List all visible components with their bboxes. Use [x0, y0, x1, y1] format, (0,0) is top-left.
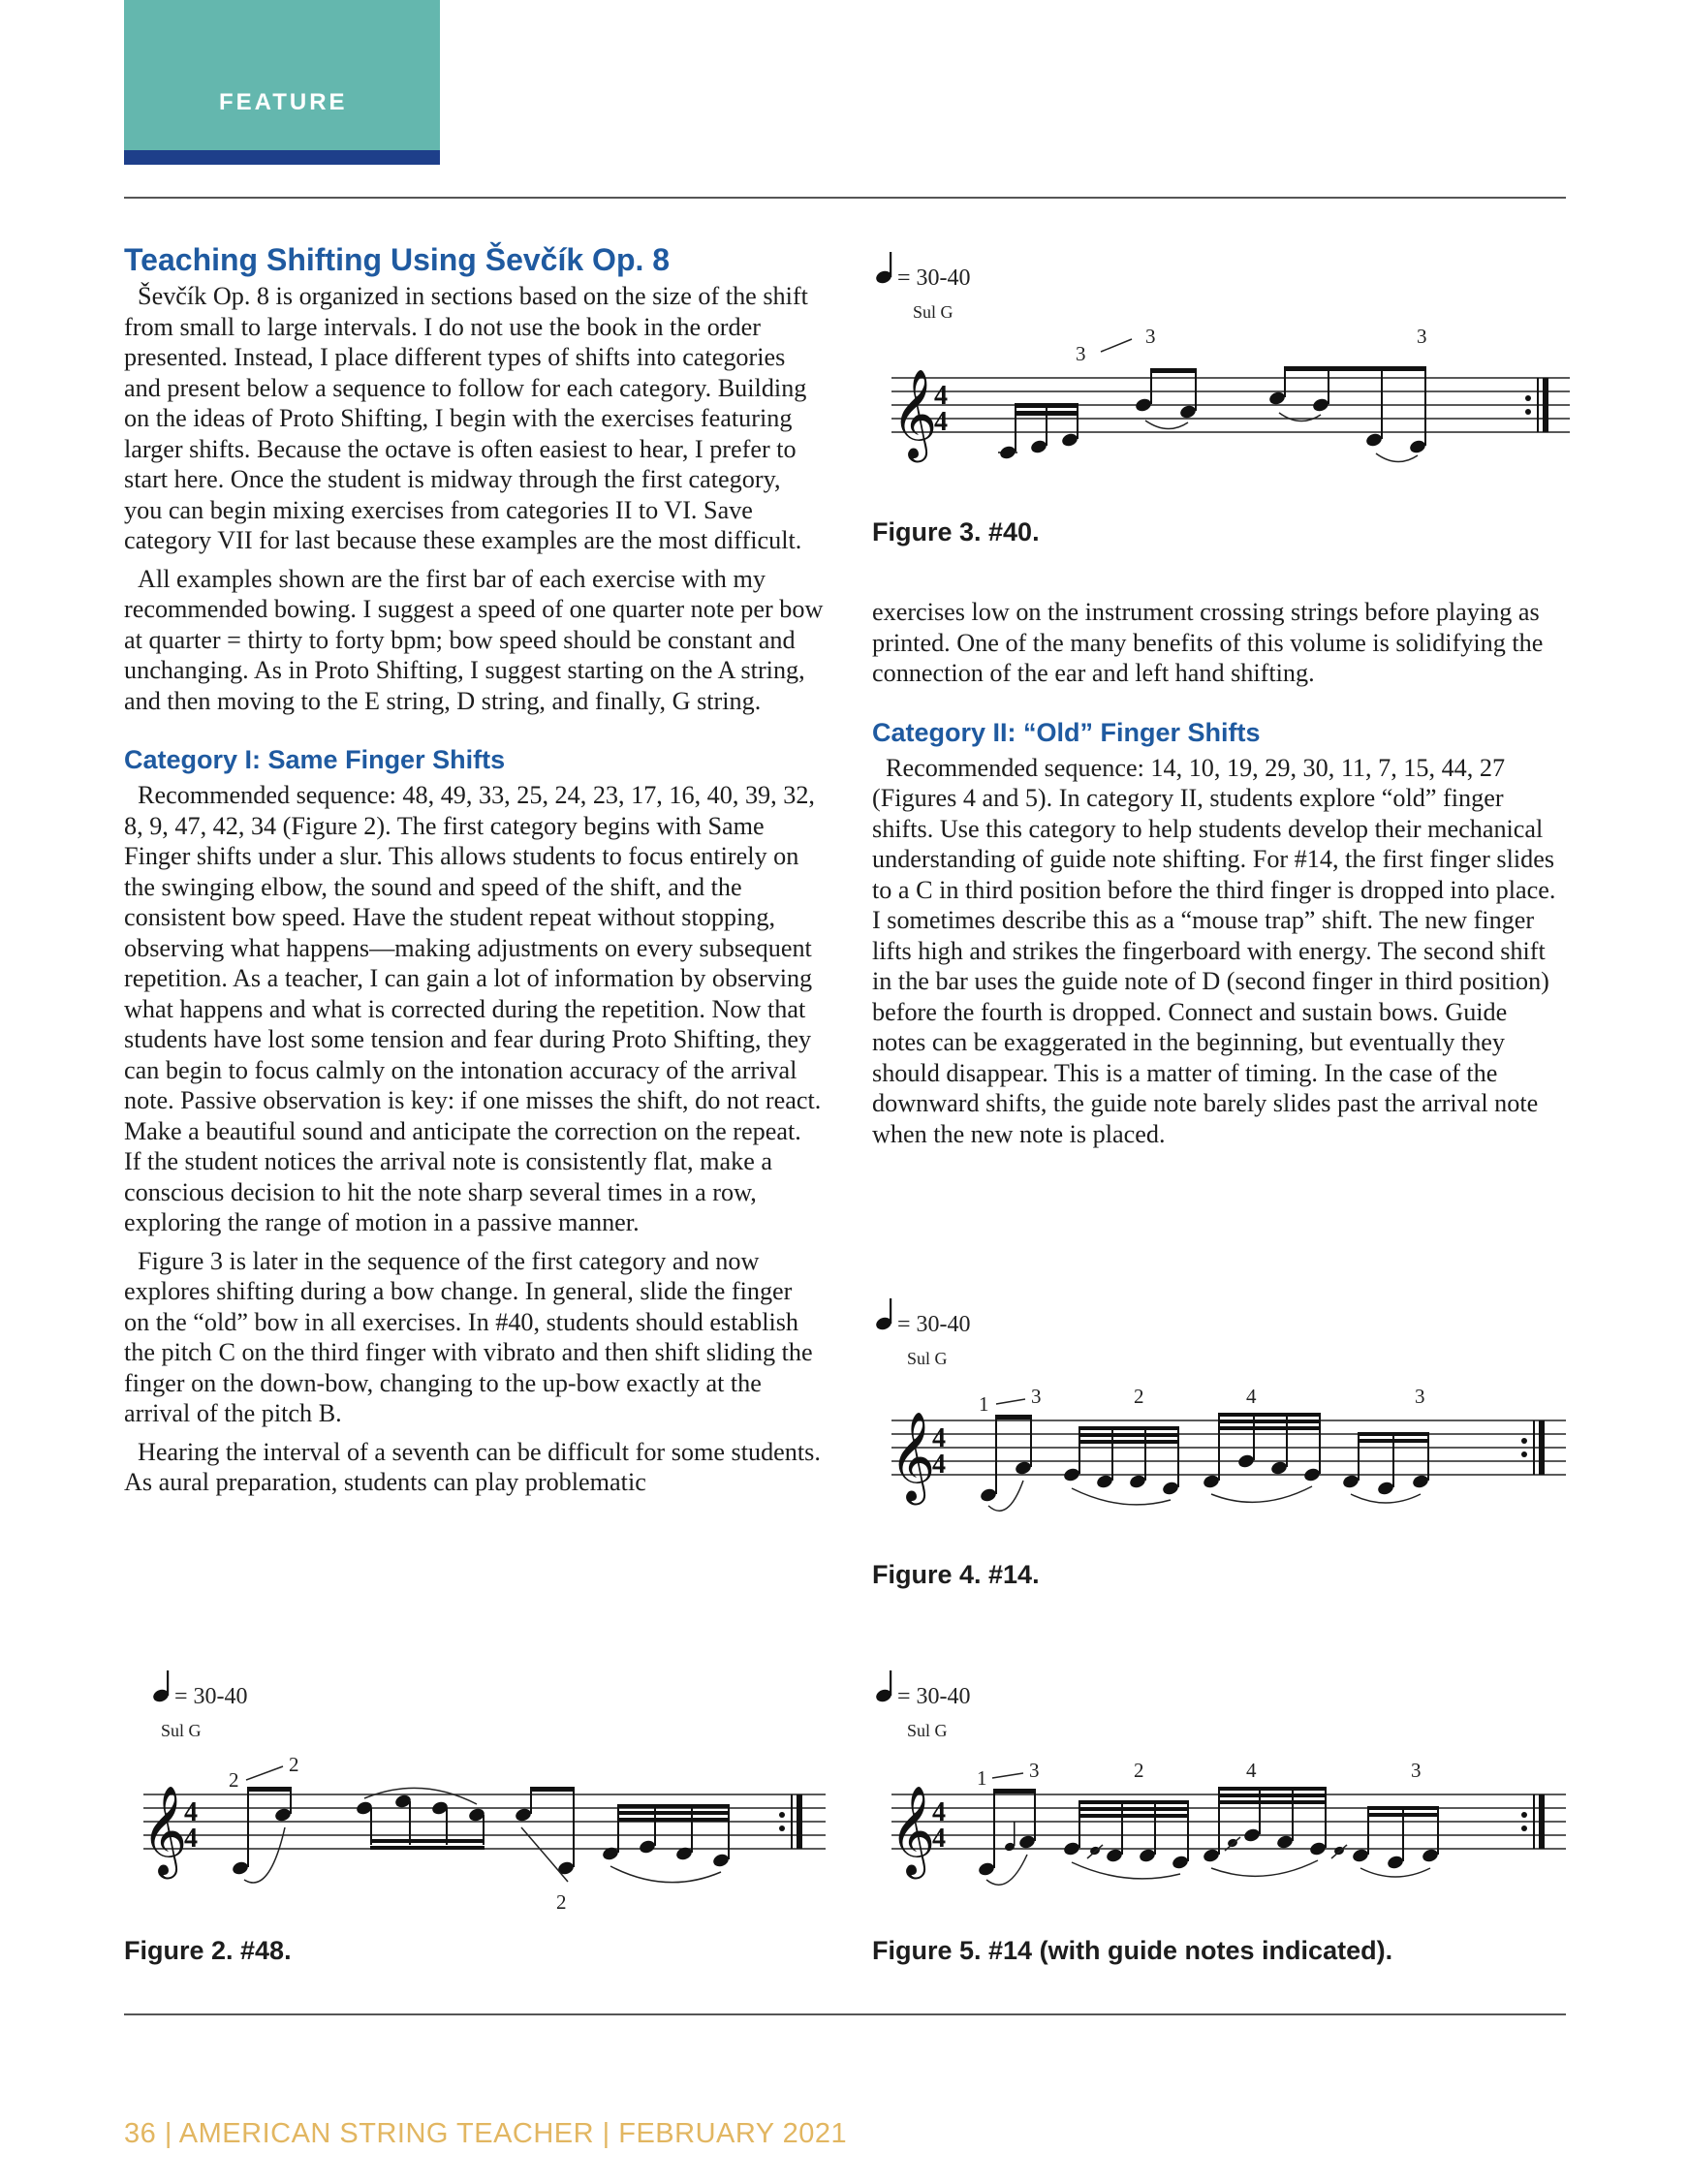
- tempo-marking: = 30-40: [897, 1312, 971, 1337]
- category-heading: Category I: Same Finger Shifts: [124, 745, 506, 774]
- time-signature: 4: [932, 1423, 946, 1453]
- fingering: 4: [1246, 1385, 1257, 1408]
- tab-accent-bar: [124, 150, 440, 165]
- time-signature: 4: [932, 1450, 946, 1480]
- fingering: 3: [1145, 325, 1156, 348]
- string-marking: Sul G: [907, 1721, 948, 1740]
- treble-clef-icon: 𝄞: [891, 368, 938, 458]
- treble-clef-icon: 𝄞: [890, 1785, 936, 1875]
- treble-clef-icon: 𝄞: [890, 1411, 936, 1501]
- fingering: 3: [1415, 1385, 1425, 1408]
- page-footer: 36 | AMERICAN STRING TEACHER | FEBRUARY 2021: [124, 2118, 848, 2149]
- treble-clef-icon: 𝄞: [141, 1785, 188, 1875]
- top-rule: [124, 197, 1566, 199]
- time-signature: 4: [184, 1824, 198, 1854]
- feature-tab: [124, 0, 440, 165]
- fingering: 1: [977, 1766, 987, 1790]
- figure-4-score: [872, 1295, 1570, 1537]
- bottom-rule: [124, 2013, 1566, 2015]
- string-marking: Sul G: [161, 1721, 202, 1740]
- body-paragraph: Ševčík Op. 8 is organized in sections based on the size of the shift from small to large intervals. I do not use the book in the order presented. Instead, I place different types of shifts into categories and present below a sequence to follow for each category. Building on the ideas of Proto Shifting, I begin with the exercises featuring larger shifts. Because the octave is often easiest to hear, I prefer to start here. Once the student is midway through the first category, you can begin mixing exercises from categories II to VI. Save category VII for last because these examples are the most difficult.: [124, 282, 808, 554]
- body-paragraph: Hearing the interval of a seventh can be difficult for some students. As aural preparation, students can play problematic: [124, 1437, 821, 1496]
- time-signature: 4: [932, 1797, 946, 1827]
- body-paragraph: All examples shown are the first bar of each exercise with my recommended bowing. I suggest a speed of one quarter note per bow at quarter = thirty to forty bpm; bow speed should be constant and unchanging. As in Proto Shifting, I suggest starting on the A string, and then moving to the E string, D string, and finally, G string.: [124, 564, 824, 715]
- tempo-marking: = 30-40: [897, 265, 971, 291]
- fingering: 3: [1029, 1759, 1040, 1782]
- fingering: 3: [1411, 1759, 1422, 1782]
- time-signature: 4: [934, 381, 948, 411]
- fingering: 2: [289, 1753, 299, 1776]
- fingering: 3: [1076, 342, 1086, 365]
- figure-3-caption: Figure 3. #40.: [872, 517, 1040, 546]
- tempo-marking: = 30-40: [897, 1684, 971, 1709]
- figure-5-caption: Figure 5. #14 (with guide notes indicated).: [872, 1936, 1393, 1965]
- fingering: 2: [1134, 1759, 1144, 1782]
- article-heading: Teaching Shifting Using Ševčík Op. 8: [124, 242, 671, 277]
- fingering: 3: [1031, 1385, 1042, 1408]
- string-marking: Sul G: [913, 302, 953, 322]
- left-column: [124, 240, 824, 1498]
- figure-2-caption: Figure 2. #48.: [124, 1936, 292, 1965]
- section-label: FEATURE: [219, 89, 348, 115]
- category-heading: Category II: “Old” Finger Shifts: [872, 717, 1261, 747]
- fingering: 4: [1246, 1759, 1257, 1782]
- body-paragraph: exercises low on the instrument crossing strings before playing as printed. One of the many benefits of this volume is solidifying the connection of the ear and left hand shifting.: [872, 598, 1544, 687]
- time-signature: 4: [934, 407, 948, 437]
- time-signature: 4: [184, 1797, 198, 1827]
- figure-5-score: [872, 1667, 1570, 1919]
- string-marking: Sul G: [907, 1349, 948, 1368]
- fingering: 1: [979, 1392, 989, 1416]
- figure-3-score: [872, 250, 1570, 483]
- fingering: 3: [1417, 325, 1427, 348]
- fingering: 2: [229, 1768, 239, 1792]
- tempo-marking: = 30-40: [174, 1684, 248, 1709]
- body-paragraph: Figure 3 is later in the sequence of the first category and now explores shifting during a bow change. In general, slide the finger on the “old” bow in all exercises. In #40, students should establish the pitch C on the third finger with vibrato and then shift sliding the finger on the down-bow, changing to the up-bow exactly at the arrival of the pitch B.: [124, 1246, 813, 1427]
- figure-4-caption: Figure 4. #14.: [872, 1560, 1040, 1589]
- fingering: 2: [1134, 1385, 1144, 1408]
- time-signature: 4: [932, 1824, 946, 1854]
- figure-2-score: [124, 1667, 831, 1919]
- right-column: [872, 597, 1566, 1149]
- fingering: 2: [556, 1890, 567, 1914]
- body-paragraph: Recommended sequence: 14, 10, 19, 29, 30, 11, 7, 15, 44, 27 (Figures 4 and 5). In category II, students explore “old” finger shifts. Use this category to help students develop their mechanical understanding of guide note shifting. For #14, the first finger slides to a C in third position before the third finger is dropped into place. I sometimes describe this as a “mouse trap” shift. The new finger lifts high and strikes the fingerboard with energy. The second shift in the bar uses the guide note of D (second finger in third position) before the fourth is dropped. Connect and sustain bows. Guide notes can be exaggerated in the beginning, but eventually they should disappear. This is a matter of timing. In the case of the downward shifts, the guide note barely slides past the arrival note when the new note is placed.: [872, 753, 1556, 1148]
- body-paragraph: Recommended sequence: 48, 49, 33, 25, 24, 23, 17, 16, 40, 39, 32, 8, 9, 47, 42, 34 (Figure 2). The first category begins with Same Finger shifts under a slur. This allows students to focus entirely on the swinging elbow, the sound and speed of the shift, and the consistent bow speed. Have the student repeat without stopping, observing what happens—making adjustments on every subsequent repetition. As a teacher, I can gain a lot of information by observing what happens and what is corrected during the repetition. Now that students have lost some tension and fear during Proto Shifting, they can begin to focus calmly on the intonation accuracy of the arrival note. Passive observation is key: if one misses the shift, do not react. Make a beautiful sound and anticipate the correction on the repeat. If the student notices the arrival note is consistently flat, make a conscious decision to hit the note sharp several times in a row, exploring the range of motion in a passive manner.: [124, 781, 822, 1236]
